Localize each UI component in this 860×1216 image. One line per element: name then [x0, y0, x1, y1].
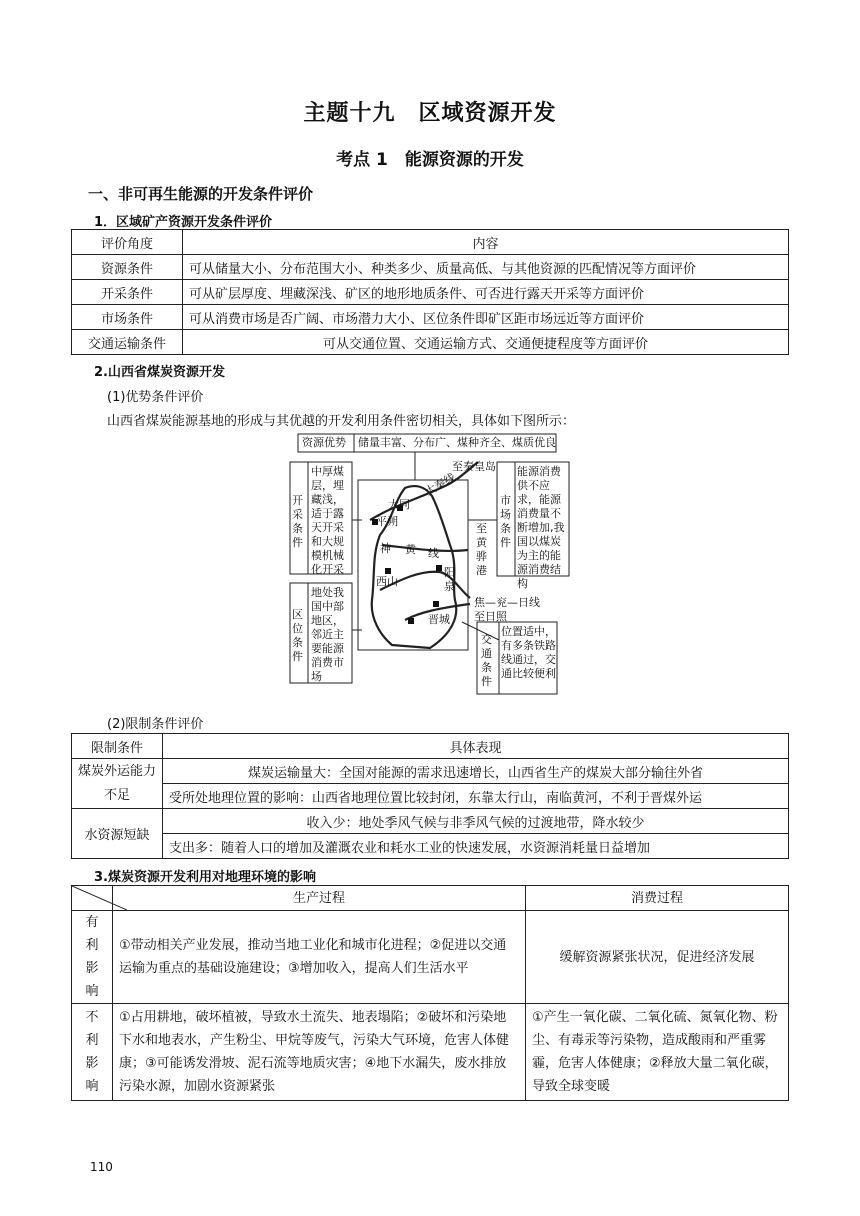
map-label-shen: 神 [380, 542, 391, 555]
table-row [72, 886, 789, 911]
market-text: 能源消费供不应求，能源消费量不断增加,我国以煤炭为主的能源消费结构 [517, 465, 565, 590]
table-cell: 开采条件 [72, 280, 183, 305]
table-cell: 有利影响 [72, 911, 113, 1004]
table-cell: 交通运输条件 [72, 330, 183, 355]
table-header: 内容 [183, 230, 789, 255]
map-label-huanghua: 至黄骅港 [476, 522, 487, 577]
table-limits [71, 733, 789, 859]
subheading-2-2: (2)限制条件评价 [107, 717, 204, 732]
page-number: 110 [90, 1160, 113, 1174]
map-label-jincheng: 晋城 [428, 613, 450, 626]
table-header: 评价角度 [72, 230, 183, 255]
map-label-jiaoyanri: 焦—兖—日线 [474, 596, 540, 609]
map-label-pingshuo: 平朔 [376, 515, 398, 528]
table-row [72, 911, 789, 1004]
table-row [72, 784, 789, 809]
table-cell: 可从交通位置、交通运输方式、交通便捷程度等方面评价 [183, 330, 789, 355]
table-header: 具体表现 [163, 734, 789, 759]
table-row [72, 1004, 789, 1101]
subheading-2: 2.山西省煤炭资源开发 [94, 365, 225, 380]
transport-label: 交通条件 [481, 633, 492, 688]
map-label-huang: 黄 [405, 543, 416, 556]
resource-label: 资源优势 [302, 436, 346, 449]
table-impact [71, 885, 789, 1101]
subheading-2-1: (1)优势条件评价 [107, 390, 204, 405]
map-label-qinhuangdao: 至秦皇岛 [452, 460, 496, 473]
transport-text: 位置适中，有多条铁路线通过，交通比较便利 [501, 625, 556, 680]
resource-text: 储量丰富、分布广、煤种齐全、煤质优良 [358, 436, 556, 449]
subheading-1: 1．区域矿产资源开发条件评价 [94, 215, 273, 230]
map-label-xian: 线 [428, 547, 439, 560]
table-cell: 可从储量大小、分布范围大小、种类多少、质量高低、与其他资源的匹配情况等方面评价 [183, 255, 789, 280]
table-cell: ①占用耕地，破坏植被，导致水土流失、地表塌陷；②破坏和污染地下水和地表水，产生粉尘、甲烷等废气，污染大气环境，危害人体健康；③可能诱发滑坡、泥石流等地质灾害；④地下水漏失，废水排放污染水源，加剧水资源紧张 [113, 1004, 526, 1101]
table-cell: ①产生一氧化碳、二氧化硫、氮氧化物、粉尘、有毒汞等污染物，造成酸雨和严重雾霾，危害人体健康；②释放大量二氧化碳，导致全球变暖 [526, 1004, 789, 1101]
intro-text: 山西省煤炭能源基地的形成与其优越的开发利用条件密切相关，具体如下图所示： [107, 414, 576, 429]
map-label-yangquan: 阳泉 [444, 566, 455, 593]
page-title: 主题十九 区域资源开发 [303, 101, 557, 126]
table-cell: 水资源短缺 [72, 809, 163, 859]
table-row [72, 734, 789, 759]
subheading-3: 3.煤炭资源开发利用对地理环境的影响 [94, 870, 316, 885]
table-header: 生产过程 [113, 886, 526, 911]
table-row [72, 834, 789, 859]
mining-label: 开采条件 [292, 494, 303, 549]
market-label: 市场条件 [500, 494, 511, 549]
table-cell: 不利影响 [72, 1004, 113, 1101]
table-header: 消费过程 [526, 886, 789, 911]
table-header: 限制条件 [72, 734, 163, 759]
table-cell: 资源条件 [72, 255, 183, 280]
table-cell: 缓解资源紧张状况，促进经济发展 [526, 911, 789, 1004]
map-label-rizhao: 至日照 [474, 610, 507, 623]
table-cell: 收入少：地处季风气候与非季风气候的过渡地带，降水较少 [163, 809, 789, 834]
mining-text: 中厚煤层，埋藏浅，适于露天开采和大规模机械化开采 [311, 465, 344, 576]
table-cell: 受所处地理位置的影响：山西省地理位置比较封闭，东靠太行山，南临黄河，不利于晋煤外运 [163, 784, 789, 809]
page-subtitle: 考点 1 能源资源的开发 [336, 150, 524, 170]
map-label-datong: 大同 [388, 498, 410, 511]
diagonal-line [72, 886, 127, 910]
location-label: 区位条件 [292, 608, 303, 663]
table-cell: 煤炭运输量大：全国对能源的需求迅速增长，山西省生产的煤炭大部分输往外省 [163, 759, 789, 784]
table-row [72, 809, 789, 834]
map-label-daqin: 大秦线 [422, 470, 458, 499]
table-cell: 支出多：随着人口的增加及灌溉农业和耗水工业的快速发展，水资源消耗量日益增加 [163, 834, 789, 859]
map-label-xishan: 西山 [376, 575, 398, 588]
table-cell: 市场条件 [72, 305, 183, 330]
location-text: 地处我国中部地区，邻近主要能源消费市场 [311, 586, 344, 683]
table-cell: 可从矿层厚度、埋藏深浅、矿区的地形地质条件、可否进行露天开采等方面评价 [183, 280, 789, 305]
table-cell: ①带动相关产业发展，推动当地工业化和城市化进程；②促进以交通运输为重点的基础设施建设；③增加收入，提高人们生活水平 [113, 911, 526, 1004]
table-row [72, 759, 789, 784]
table-cell: 可从消费市场是否广阔、市场潜力大小、区位条件即矿区距市场远近等方面评价 [183, 305, 789, 330]
table-cell: 煤炭外运能力不足 [72, 759, 163, 809]
table-corner-cell [72, 886, 113, 911]
section-heading-1: 一、非可再生能源的开发条件评价 [88, 185, 314, 203]
